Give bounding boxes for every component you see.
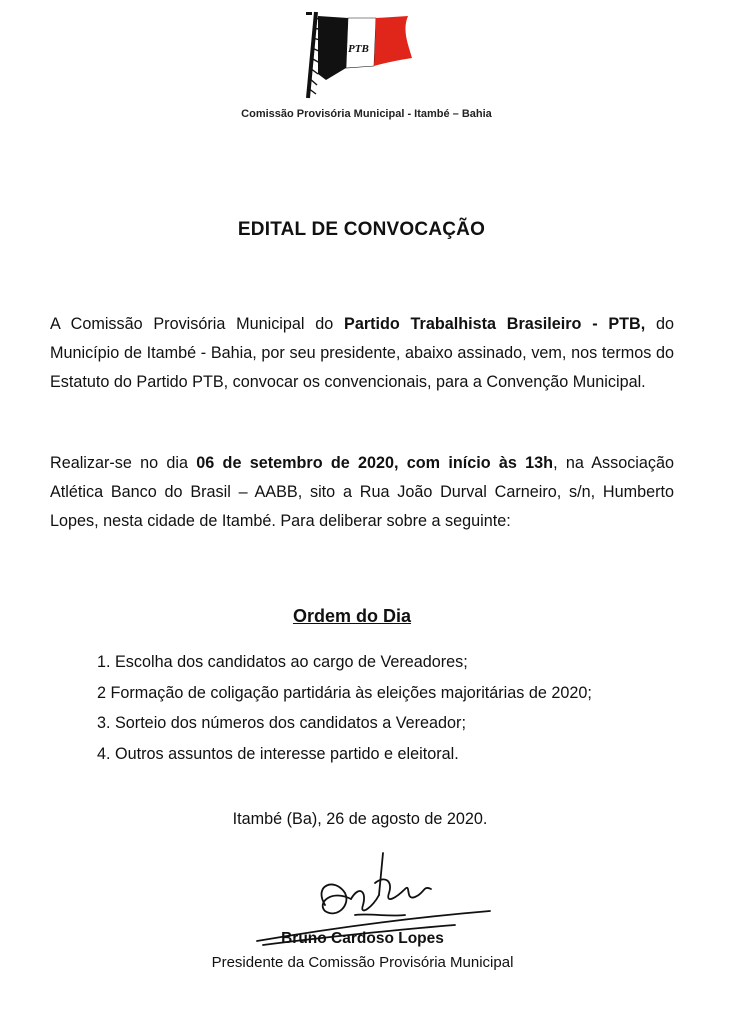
agenda-item: 2 Formação de coligação partidária às eleições majoritárias de 2020;: [97, 683, 592, 702]
logo-text: PTB: [348, 43, 369, 55]
paragraph-text: do Município de Itambé - Bahia, por seu presidente, abaixo assinado, vem, nos termos do Estatuto do Partido PTB, convocar os convencionais, para a Convenção Municipal.: [50, 315, 674, 391]
agenda-item: 1. Escolha dos candidatos ao cargo de Vereadores;: [97, 653, 468, 671]
paragraph-text: Realizar-se no dia: [50, 454, 197, 472]
document-title: EDITAL DE CONVOCAÇÃO: [237, 219, 486, 240]
paragraph-text: A Comissão Provisória Municipal do: [50, 315, 345, 333]
paragraph-text: , na Associação Atlética Banco do Brasil – AABB, sito a Rua João Durval Carneiro, s/n, Humberto Lopes, nesta cidade de Itambé. Para deliberar sobre a seguinte:: [50, 454, 674, 530]
paragraph-meeting-details: [50, 449, 674, 536]
agenda-item: 4. Outros assuntos de interesse partido e eleitoral.: [97, 744, 459, 763]
party-name: Partido Trabalhista Brasileiro - PTB,: [344, 315, 646, 333]
agenda-list: [97, 647, 677, 769]
agenda-item: 3. Sorteio dos números dos candidatos a Vereador;: [97, 714, 466, 732]
signer-role: Presidente da Comissão Provisória Municipal: [211, 954, 514, 971]
ptb-flag-logo: [296, 8, 416, 108]
signer-name: Bruno Cardoso Lopes: [281, 930, 444, 947]
agenda-title: Ordem do Dia: [292, 606, 412, 626]
meeting-date-time: 06 de setembro de 2020, com início às 13h: [196, 454, 554, 472]
date-line: Itambé (Ba), 26 de agosto de 2020.: [232, 810, 488, 828]
paragraph-convocation: [50, 310, 674, 397]
organization-subtitle: Comissão Provisória Municipal - Itambé – Bahia: [241, 108, 492, 120]
